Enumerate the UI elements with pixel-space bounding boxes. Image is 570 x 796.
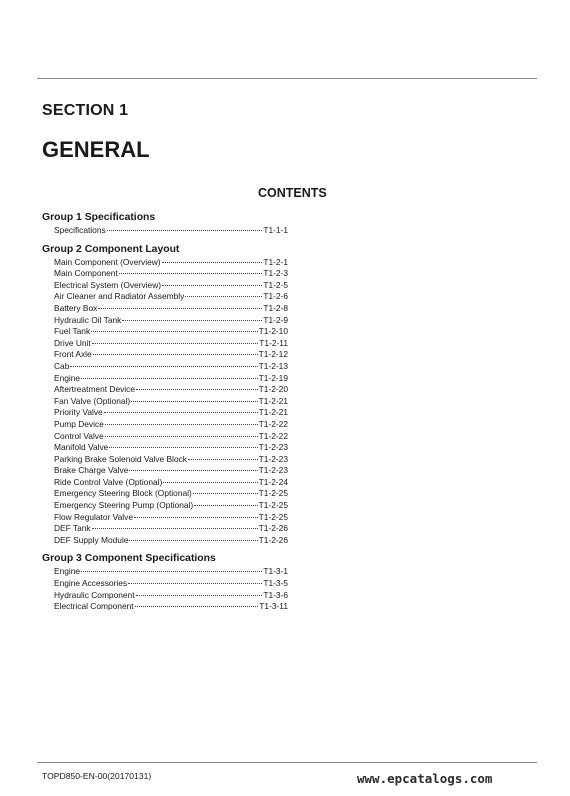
section-label: SECTION 1: [42, 102, 129, 119]
contents-heading: CONTENTS: [258, 186, 327, 200]
toc-entry-label: Electrical System (Overview): [54, 279, 162, 290]
toc-entry[interactable]: [42, 431, 288, 443]
toc-entry-label: Main Component: [54, 268, 118, 279]
toc-entry[interactable]: [42, 396, 288, 408]
toc-entry-label: Emergency Steering Block (Optional): [54, 488, 192, 499]
dot-leader: [93, 354, 258, 355]
toc-group: [42, 211, 288, 237]
toc-entry[interactable]: [42, 326, 288, 338]
toc-entry-page: T1-2-10: [258, 326, 288, 337]
toc-entry-label: Ride Control Valve (Optional): [54, 476, 163, 487]
toc-entry[interactable]: [42, 407, 288, 419]
dot-leader: [122, 320, 262, 321]
dot-leader: [185, 296, 262, 297]
toc-entry-label: Front Axle: [54, 349, 92, 360]
toc-entry-label: Specifications: [54, 225, 106, 235]
dot-leader: [109, 447, 257, 448]
toc-entry[interactable]: [42, 291, 288, 303]
toc-group: [42, 243, 288, 547]
toc-entry-label: Drive Unit: [54, 337, 91, 348]
toc-entry-label: Brake Charge Valve: [54, 465, 129, 476]
toc-entry-label: Pump Device: [54, 418, 104, 429]
dot-leader: [81, 571, 262, 572]
toc-entry-page: T1-2-25: [258, 500, 288, 511]
toc-entry[interactable]: [42, 465, 288, 477]
toc-entry-label: Engine Accessories: [54, 578, 128, 589]
toc-entry-label: Air Cleaner and Radiator Assembly: [54, 291, 185, 302]
dot-leader: [119, 273, 263, 274]
toc-entry-label: Hydraulic Component: [54, 589, 135, 600]
toc-entry[interactable]: [42, 601, 288, 613]
toc-entry-page: T1-3-1: [263, 566, 288, 577]
toc-group-title: Group 2 Component Layout: [42, 243, 180, 255]
toc-entry[interactable]: [42, 419, 288, 431]
section-title: GENERAL: [42, 137, 150, 162]
toc-entry[interactable]: [42, 523, 288, 535]
toc-entry-page: T1-2-25: [258, 488, 288, 499]
toc-entry-page: T1-2-19: [258, 372, 288, 383]
dot-leader: [70, 366, 257, 367]
table-of-contents: [42, 211, 288, 613]
toc-entry-page: T1-2-22: [258, 430, 288, 441]
toc-entry[interactable]: [42, 477, 288, 489]
dot-leader: [134, 517, 258, 518]
toc-entry-page: T1-2-23: [258, 465, 288, 476]
toc-entry-label: Flow Regulator Valve: [54, 511, 133, 522]
dot-leader: [136, 595, 263, 596]
toc-group-title: Group 3 Component Specifications: [42, 553, 216, 565]
dot-leader: [104, 412, 258, 413]
toc-entry-page: T1-2-21: [258, 407, 288, 418]
toc-entry-label: Parking Brake Solenoid Valve Block: [54, 453, 187, 464]
toc-entry-page: T1-2-26: [258, 534, 288, 545]
toc-entry-page: T1-2-13: [258, 360, 288, 371]
toc-entry-page: T1-2-22: [258, 418, 288, 429]
dot-leader: [92, 343, 259, 344]
dot-leader: [128, 583, 262, 584]
toc-entry-page: T1-2-24: [258, 476, 288, 487]
toc-entry-label: Battery Box: [54, 302, 98, 313]
toc-entry-page: T1-2-20: [258, 384, 288, 395]
dot-leader: [129, 540, 257, 541]
toc-entry-page: T1-2-9: [263, 314, 288, 325]
toc-entry-page: T1-2-8: [263, 302, 288, 313]
toc-entry[interactable]: [42, 500, 288, 512]
dot-leader: [105, 436, 258, 437]
dot-leader: [105, 424, 258, 425]
toc-entry[interactable]: [42, 349, 288, 361]
toc-entry-page: T1-2-21: [258, 395, 288, 406]
toc-entry-label: Main Component (Overview): [54, 256, 161, 267]
bottom-rule: [37, 762, 537, 763]
toc-entry-label: Control Valve: [54, 430, 104, 441]
toc-entry[interactable]: [42, 225, 288, 237]
toc-entry-label: Fuel Tank: [54, 326, 91, 337]
toc-entry-label: Hydraulic Oil Tank: [54, 314, 122, 325]
toc-entry-label: Cab: [54, 360, 70, 371]
toc-entry[interactable]: [42, 535, 288, 547]
toc-entry[interactable]: [42, 488, 288, 500]
toc-entry[interactable]: [42, 566, 288, 578]
toc-entry-page: T1-2-6: [263, 291, 288, 302]
toc-entry-label: Aftertreatment Device: [54, 384, 135, 395]
watermark-url[interactable]: www.epcatalogs.com: [357, 771, 493, 786]
toc-entry-page: T1-2-12: [258, 349, 288, 360]
toc-entry[interactable]: [42, 268, 288, 280]
toc-entry-label: DEF Tank: [54, 523, 91, 534]
toc-entry-label: DEF Supply Module: [54, 534, 129, 545]
toc-entry-label: Manifold Valve: [54, 442, 109, 453]
dot-leader: [136, 389, 258, 390]
dot-leader: [194, 505, 257, 506]
toc-entry-label: Fan Valve (Optional): [54, 395, 131, 406]
toc-entry-page: T1-2-1: [263, 256, 288, 267]
toc-entry-label: Emergency Steering Pump (Optional): [54, 500, 194, 511]
dot-leader: [162, 262, 263, 263]
dot-leader: [98, 308, 262, 309]
dot-leader: [163, 482, 257, 483]
toc-entry[interactable]: [42, 257, 288, 269]
toc-entry[interactable]: [42, 578, 288, 590]
toc-entry-label: Electrical Component: [54, 601, 134, 612]
toc-group: [42, 552, 288, 612]
dot-leader: [107, 230, 263, 231]
document-code: TOPD850-EN-00(20170131): [42, 771, 152, 781]
toc-entry[interactable]: [42, 361, 288, 373]
top-rule: [37, 78, 537, 79]
dot-leader: [162, 285, 262, 286]
toc-entry-page: T1-2-3: [263, 268, 288, 279]
toc-entry[interactable]: [42, 338, 288, 350]
dot-leader: [129, 470, 257, 471]
toc-entry[interactable]: [42, 442, 288, 454]
toc-entry-list: [42, 257, 288, 547]
toc-entry[interactable]: [42, 373, 288, 385]
toc-entry[interactable]: [42, 454, 288, 466]
dot-leader: [131, 401, 257, 402]
toc-entry-list: [42, 225, 288, 237]
toc-entry-page: T1-2-11: [259, 337, 288, 348]
dot-leader: [81, 378, 258, 379]
toc-entry-page: T1-3-11: [259, 601, 288, 612]
toc-group-title: Group 1 Specifications: [42, 212, 156, 223]
dot-leader: [92, 528, 258, 529]
toc-entry-page: T1-1-1: [263, 225, 288, 235]
toc-entry-page: T1-2-23: [258, 442, 288, 453]
dot-leader: [135, 606, 259, 607]
toc-entry-label: Priority Valve: [54, 407, 103, 418]
toc-entry-page: T1-2-26: [258, 523, 288, 534]
toc-entry-page: T1-2-25: [258, 511, 288, 522]
toc-entry[interactable]: [42, 315, 288, 327]
toc-entry[interactable]: [42, 512, 288, 524]
toc-entry[interactable]: [42, 384, 288, 396]
toc-entry[interactable]: [42, 590, 288, 602]
toc-entry-page: T1-2-23: [258, 453, 288, 464]
toc-entry-page: T1-3-5: [263, 578, 288, 589]
toc-entry-page: T1-2-5: [263, 279, 288, 290]
toc-entry-label: Engine: [54, 566, 81, 577]
dot-leader: [193, 493, 258, 494]
dot-leader: [188, 459, 258, 460]
toc-entry-page: T1-3-6: [263, 589, 288, 600]
toc-entry[interactable]: [42, 303, 288, 315]
toc-entry-list: [42, 566, 288, 612]
toc-entry-label: Engine: [54, 372, 81, 383]
toc-entry[interactable]: [42, 280, 288, 292]
dot-leader: [91, 331, 258, 332]
